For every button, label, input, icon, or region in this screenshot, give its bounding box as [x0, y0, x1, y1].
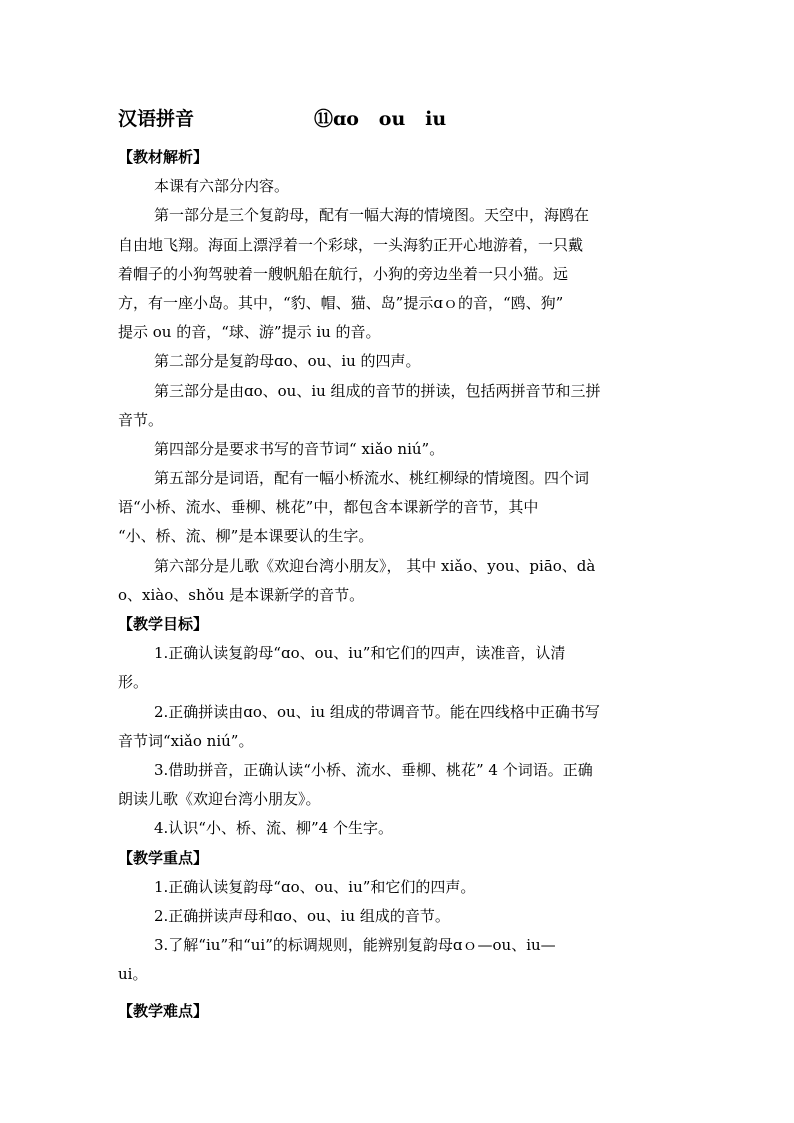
section-heading-analysis: 【教材解析】 [118, 148, 209, 166]
title-lesson: ⑪ɑo ou iu [314, 108, 447, 130]
paragraph-line: 音节词“xiǎo niú”。 [118, 731, 254, 750]
paragraph-line: 着帽子的小狗驾驶着一艘帆船在航行，小狗的旁边坐着一只小猫。远 [118, 264, 569, 283]
paragraph-line: 提示 ou 的音，“球、游”提示 iu 的音。 [118, 323, 381, 342]
paragraph-line: 2.正确拼读声母和ɑo、ou、iu 组成的音节。 [154, 906, 450, 925]
paragraph-line: 第二部分是复韵母ɑo、ou、iu 的四声。 [154, 352, 421, 371]
paragraph-line: 第三部分是由ɑo、ou、iu 组成的音节的拼读，包括两拼音节和三拼 [154, 381, 601, 400]
paragraph-line: 方，有一座小岛。其中，“豹、帽、猫、岛”提示ɑｏ的音，“鸥、狗” [118, 293, 564, 312]
paragraph-line: o、xiào、shǒu 是本课新学的音节。 [118, 585, 365, 604]
paragraph-line: 第五部分是词语，配有一幅小桥流水、桃红柳绿的情境图。四个词 [154, 469, 590, 488]
paragraph-line: 3.了解“iu”和“ui”的标调规则，能辨别复韵母ɑｏ—ou、iu— [154, 936, 556, 955]
section-heading-key-points: 【教学重点】 [118, 848, 209, 867]
paragraph-line: “小、桥、流、柳”是本课要认的生字。 [118, 527, 374, 546]
paragraph-line: 4.认识“小、桥、流、柳”4 个生字。 [154, 819, 393, 838]
section-heading-difficulties: 【教学难点】 [118, 1002, 209, 1021]
paragraph-line: 形。 [118, 673, 149, 692]
paragraph-line: 语“小桥、流水、垂柳、桃花”中，都包含本课新学的音节，其中 [118, 498, 539, 517]
title-subject: 汉语拼音 [118, 108, 195, 130]
section-heading-goals: 【教学目标】 [118, 615, 209, 633]
paragraph-line: 第一部分是三个复韵母，配有一幅大海的情境图。天空中，海鸥在 [154, 206, 590, 225]
paragraph-line: ui。 [118, 965, 148, 984]
paragraph-line: 音节。 [118, 410, 164, 429]
paragraph-line: 本课有六部分内容。 [154, 177, 290, 196]
paragraph-line: 1.正确认读复韵母“ɑo、ou、iu”和它们的四声，读准音，认清 [154, 644, 566, 663]
document-body [118, 143, 678, 1027]
paragraph-line: 自由地飞翔。海面上漂浮着一个彩球，一头海豹正开心地游着，一只戴 [118, 235, 584, 254]
paragraph-line: 第六部分是儿歌《欢迎台湾小朋友》， 其中 xiǎo、you、piāo、dà [154, 556, 596, 575]
lesson-title [118, 104, 678, 134]
paragraph-line: 2.正确拼读由ɑo、ou、iu 组成的带调音节。能在四线格中正确书写 [154, 702, 600, 721]
paragraph-line: 1.正确认读复韵母“ɑo、ou、iu”和它们的四声。 [154, 877, 476, 896]
section-spacer [118, 989, 678, 997]
paragraph-line: 3.借助拼音，正确认读“小桥、流水、垂柳、桃花” 4 个词语。正确 [154, 760, 593, 779]
paragraph-line: 第四部分是要求书写的音节词“ xiǎo niú”。 [154, 439, 445, 458]
paragraph-line: 朗读儿歌《欢迎台湾小朋友》。 [118, 790, 321, 809]
